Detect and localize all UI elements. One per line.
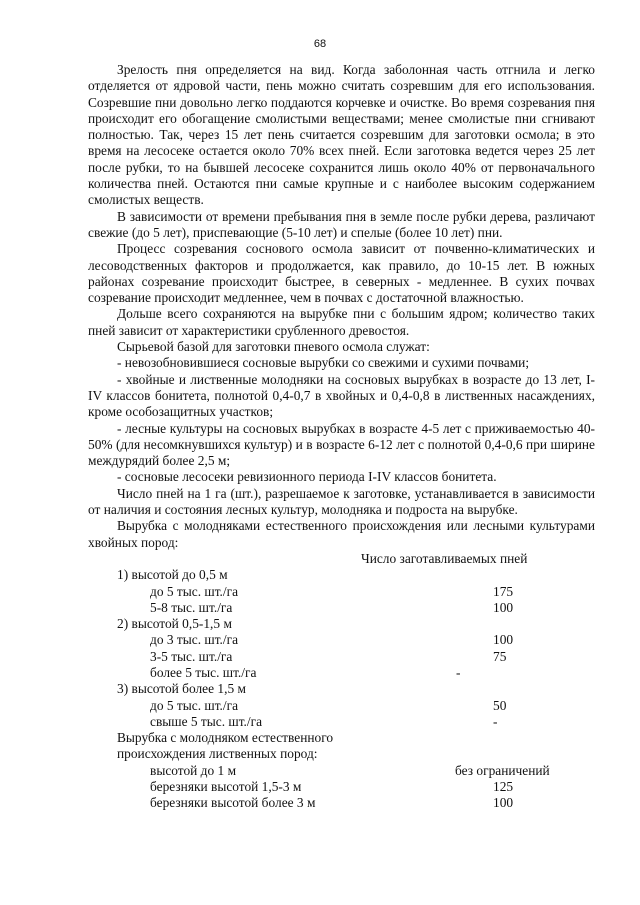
row-value: 100 <box>493 795 514 811</box>
table-row <box>88 730 595 746</box>
table-row <box>88 681 595 697</box>
document-body <box>88 62 595 812</box>
list-item: - сосновые лесосеки ревизионного периода I-IV классов бонитета. <box>117 469 497 485</box>
table-row <box>88 795 595 811</box>
table-row <box>88 763 595 779</box>
list-item: - невозобновившиеся сосновые вырубки со свежими и сухими почвами; <box>117 355 530 371</box>
row-value: без ограничений <box>455 762 550 778</box>
row-label: до 5 тыс. шт./га <box>150 583 239 599</box>
table-row <box>88 632 595 648</box>
row-label: свыше 5 тыс. шт./га <box>150 713 263 729</box>
paragraph: Число пней на 1 га (шт.), разрешаемое к заготовке, устанавливается в зависимости от наличия и состояния лесных культур, молодняка и подроста на вырубке. <box>88 485 595 518</box>
row-label: 1) высотой до 0,5 м <box>117 567 228 583</box>
paragraph: Сырьевой базой для заготовки пневого осмола служат: <box>117 339 430 355</box>
row-label: Вырубка с молодняком естественного <box>117 730 334 746</box>
list-item: - хвойные и лиственные молодняки на сосновых вырубках в возрасте до 13 лет, I-IV классов бонитета, полнотой 0,4-0,7 в хвойных и 0,4-0,8 в лиственных насаждениях, кроме особозащитных участков; <box>88 371 595 420</box>
paragraph: Зрелость пня определяется на вид. Когда заболонная часть отгнила и легко отделяется от ядровой части, пень можно считать созревшим для его использования. Созревшие пни довольно легко поддаются корчевке и очистке. Во время созревания пня происходит его обогащение смолистыми веществами; менее смолистые пни сгнивают полностью. Так, через 15 лет пень считается созревшим для заготовки осмола; в это время на лесосеке остается около 70% всех пней. Если заготовка ведется через 25 лет после рубки, то на бывшей лесосеке сохранится лишь около 40% от первоначального количества пней. Остаются пни самые крупные и с наиболее высоким содержанием смолистых веществ. <box>88 62 595 208</box>
row-label: высотой до 1 м <box>150 762 237 778</box>
table-row <box>88 584 595 600</box>
list-item: - лесные культуры на сосновых вырубках в возрасте 4-5 лет с приживаемостью 40-50% (для несомкнувшихся культур) и в возрасте 6-12 лет с полнотой 0,4-0,6 при ширине междурядий более 2,5 м; <box>88 420 595 469</box>
row-label: более 5 тыс. шт./га <box>150 664 257 680</box>
table-row <box>88 714 595 730</box>
row-label: до 5 тыс. шт./га <box>150 697 239 713</box>
paragraph: Дольше всего сохраняются на вырубке пни с большим ядром; количество таких пней зависит от характеристики срубленного древостоя. <box>88 306 595 338</box>
row-label: 2) высотой 0,5-1,5 м <box>117 616 232 632</box>
stump-count-table <box>88 551 595 812</box>
table-row <box>88 746 595 762</box>
row-value: 75 <box>493 648 507 664</box>
row-value: 100 <box>493 632 514 648</box>
table-row <box>88 616 595 632</box>
row-value: 100 <box>493 599 514 615</box>
row-label: до 3 тыс. шт./га <box>150 632 239 648</box>
table-row <box>88 665 595 681</box>
paragraph: В зависимости от времени пребывания пня в земле после рубки дерева, различают свежие (до 5 лет), приспевающие (5-10 лет) и спелые (более 10 лет) пни. <box>88 208 595 240</box>
table-header-row <box>88 551 595 567</box>
row-label: березняки высотой 1,5-3 м <box>150 779 302 795</box>
row-value: - <box>456 664 461 680</box>
table-intro: Вырубка с молодняками естественного происхождения или лесными культурами хвойных пород: <box>88 518 595 550</box>
row-label: березняки высотой более 3 м <box>150 795 316 811</box>
table-row <box>88 567 595 583</box>
row-label: 3) высотой более 1,5 м <box>117 681 246 697</box>
table-row <box>88 698 595 714</box>
table-row <box>88 600 595 616</box>
page-number: 68 <box>313 38 327 50</box>
table-header: Число заготавливаемых пней <box>361 550 528 566</box>
paragraph: Процесс созревания соснового осмола зависит от почвенно-климатических и лесоводственных факторов и продолжается, как правило, до 10-15 лет. В южных районах созревание происходит быстрее, в северных - медленнее. В сухих почвах созревание происходит медленнее, чем в почвах с достаточной влажностью. <box>88 241 595 306</box>
table-row <box>88 779 595 795</box>
row-value: 125 <box>493 779 514 795</box>
row-value: 50 <box>493 697 507 713</box>
row-value: - <box>493 713 498 729</box>
table-row <box>88 649 595 665</box>
row-label: происхождения лиственных пород: <box>117 746 318 762</box>
row-value: 175 <box>493 583 514 599</box>
row-label: 5-8 тыс. шт./га <box>150 599 233 615</box>
row-label: 3-5 тыс. шт./га <box>150 648 233 664</box>
